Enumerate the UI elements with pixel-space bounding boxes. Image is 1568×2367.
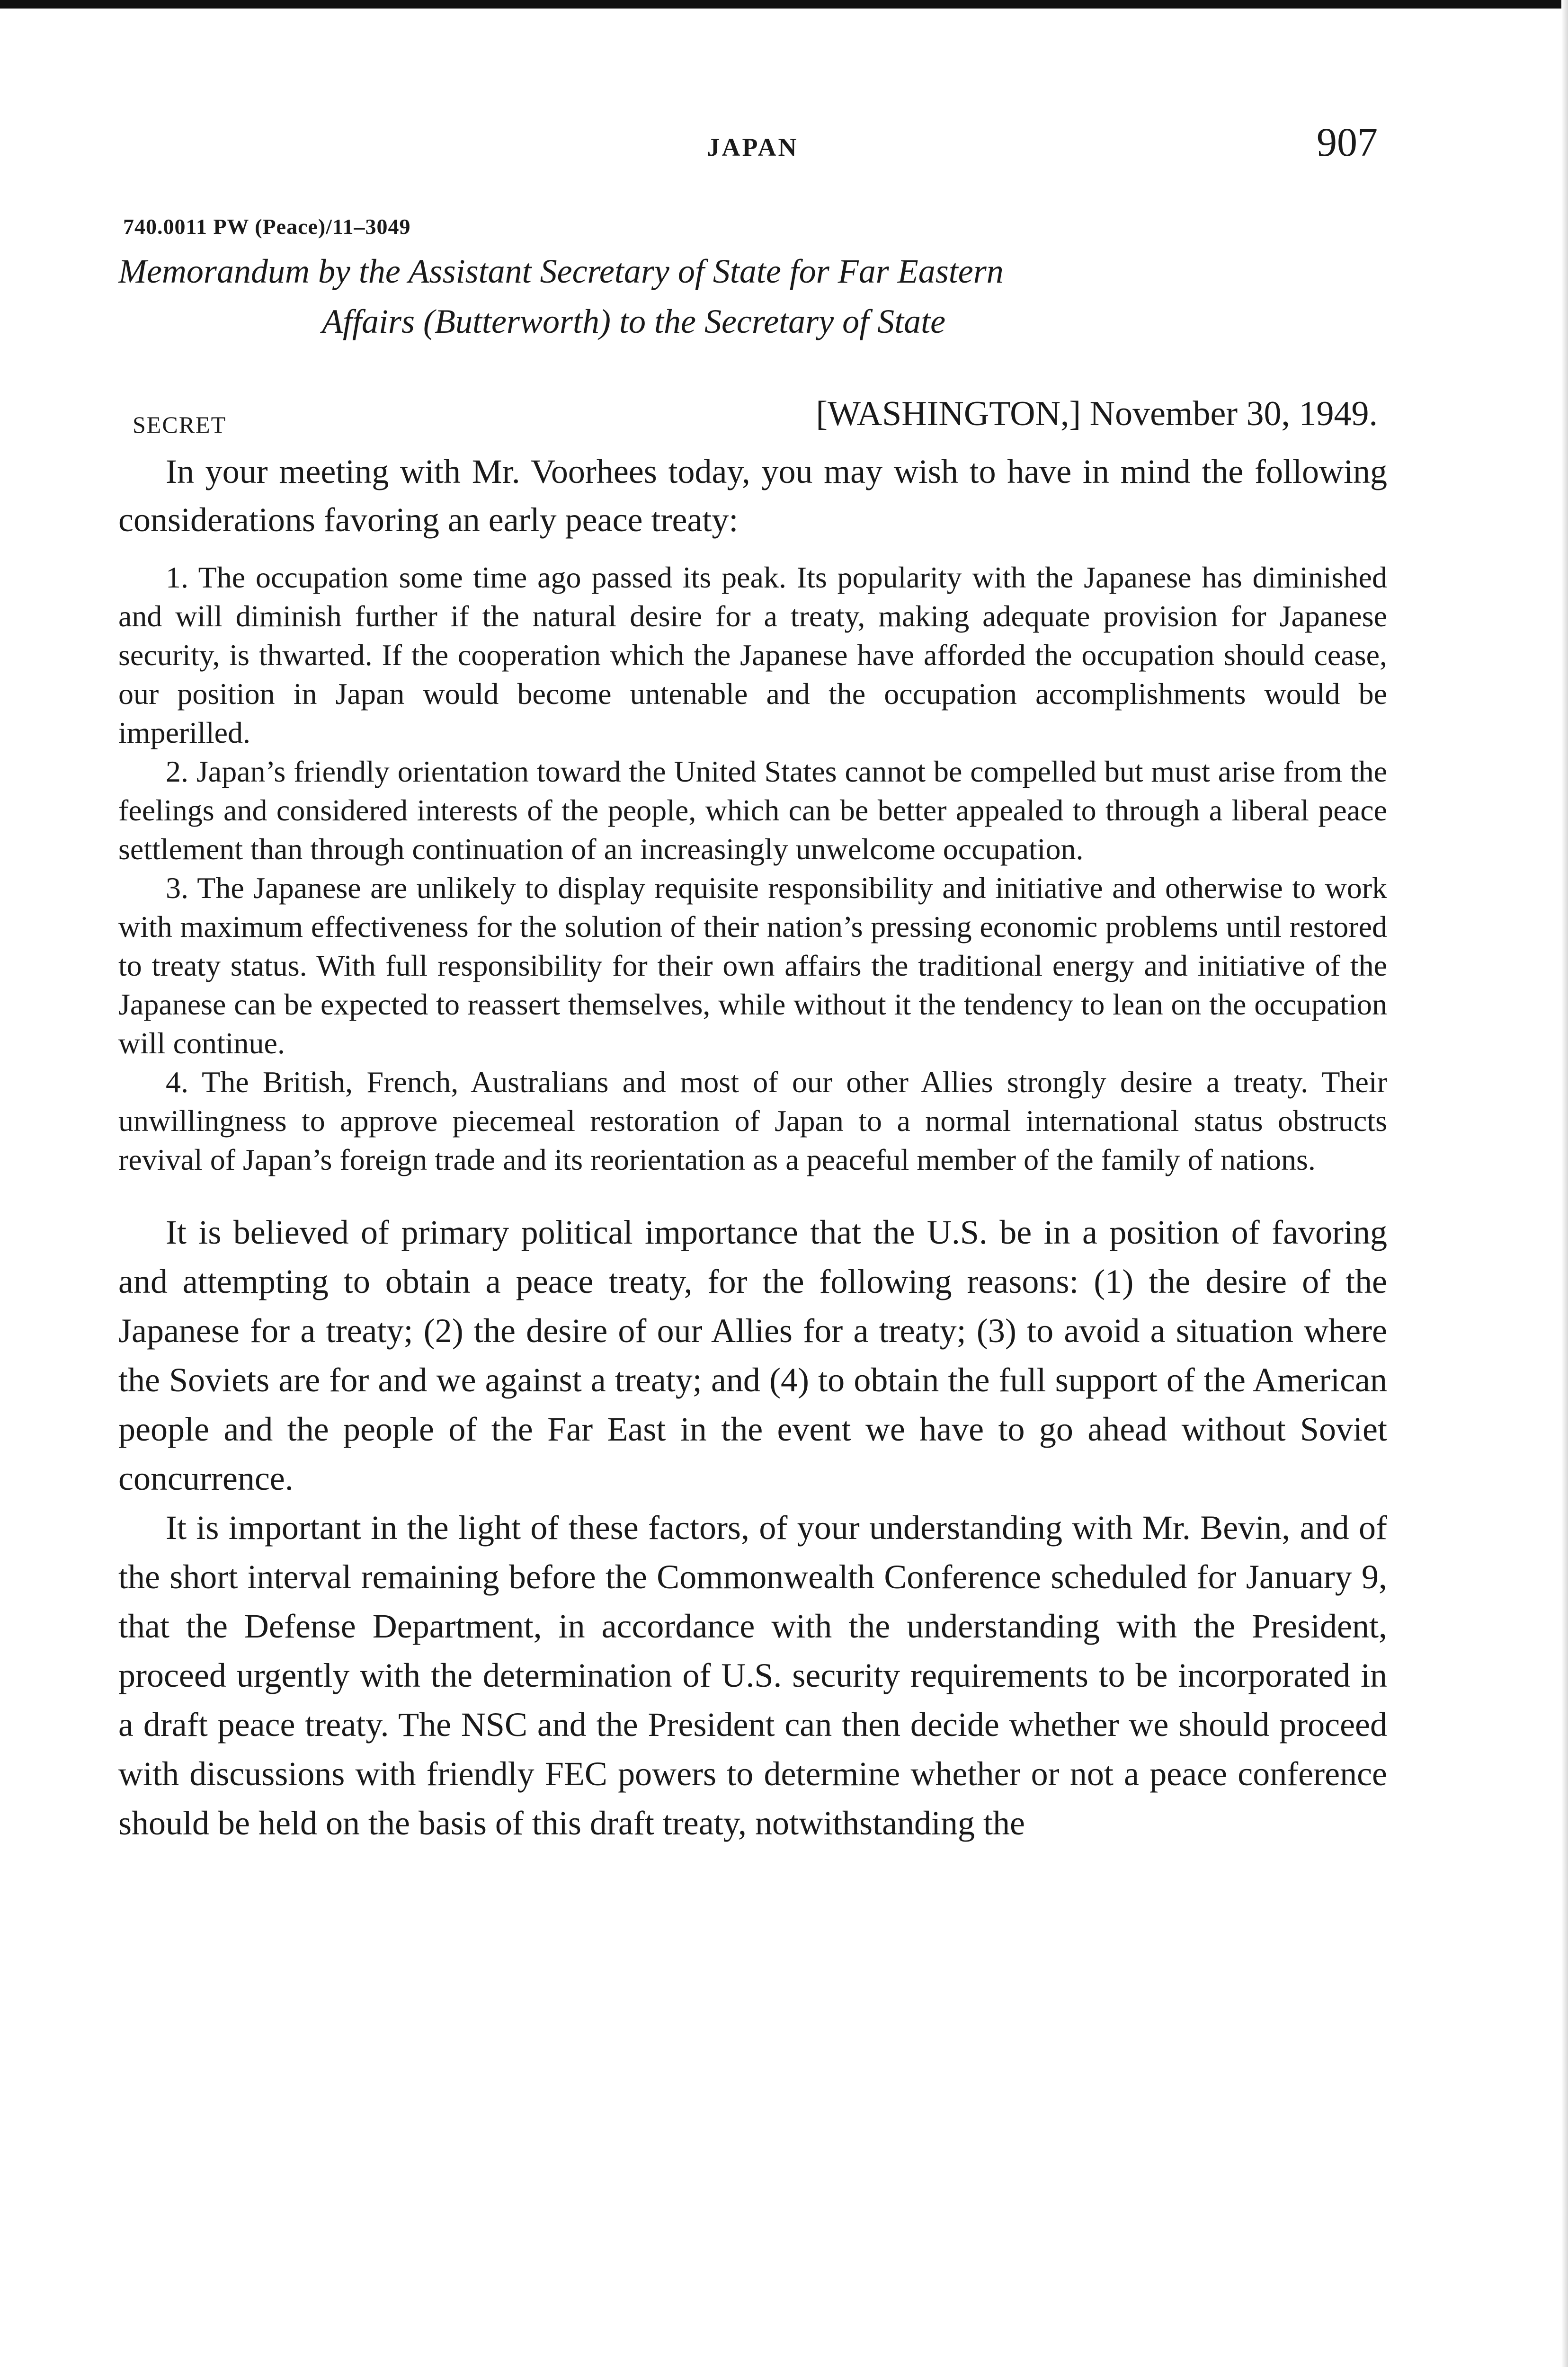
document-title-line-1: Memorandum by the Assistant Secretary of State for Far Eastern xyxy=(118,252,1004,290)
running-head xyxy=(118,118,1387,170)
consideration-1: 1. The occupation some time ago passed its peak. Its popularity with the Japanese has diminished and will diminish further if the natural desire for a treaty, making adequate provision for Japanese security, is thwarted. If the cooperation which the Japanese have afforded the occupation should cease, our position in Japan would become untenable and the occupation accomplishments would be imperilled. xyxy=(118,561,1387,749)
intro-paragraph: In your meeting with Mr. Voorhees today, you may wish to have in mind the following considerations favoring an early peace treaty: xyxy=(118,453,1387,539)
document-title-line-2: Affairs (Butterworth) to the Secretary of State xyxy=(322,303,946,340)
document-page xyxy=(118,0,1387,2367)
numbered-considerations xyxy=(118,558,1387,1179)
document-title xyxy=(118,246,1387,347)
dateline: [WASHINGTON,] November 30, 1949. xyxy=(816,394,1378,433)
page-edge-shadow xyxy=(1561,0,1568,2367)
consideration-2: 2. Japan’s friendly orientation toward the United States cannot be compelled but must arise from the feelings and considered interests of the people, which can be better appealed to through a liberal peace settlement than through continuation of an increasingly unwelcome occupation. xyxy=(118,755,1387,866)
classification-marking: SECRET xyxy=(133,411,227,438)
consideration-4: 4. The British, French, Australians and most of our other Allies strongly desire a treaty. Their unwillingness to approve piecemeal restoration of Japan to a normal international status obstructs revival of Japan’s foreign trade and its reorientation as a peaceful member of the family of nations. xyxy=(118,1065,1387,1176)
file-reference: 740.0011 PW (Peace)/11–3049 xyxy=(123,214,411,239)
recommendation-paragraph: It is important in the light of these factors, of your understanding with Mr. Bevin, and of the short interval remaining before the Commonwealth Conference scheduled for January 9, that the Defense Department, in accordance with the understanding with the President, proceed urgently with the determination of U.S. security requirements to be incorporated in a draft peace treaty. The NSC and the President can then decide whether we should proceed with discussions with friendly FEC powers to determine whether or not a peace conference should be held on the basis of this draft treaty, notwithstanding the xyxy=(118,1509,1387,1842)
consideration-3: 3. The Japanese are unlikely to display requisite responsibility and initiative and otherwise to work with maximum effectiveness for the solution of their nation’s pressing economic problems until restored to treaty status. With full responsibility for their own affairs the traditional energy and initiative of the Japanese can be expected to reassert themselves, while without it the tendency to lean on the occupation will continue. xyxy=(118,871,1387,1060)
running-head-section: JAPAN xyxy=(707,133,799,161)
page-number: 907 xyxy=(1317,119,1378,165)
political-importance-paragraph: It is believed of primary political importance that the U.S. be in a position of favoring and attempting to obtain a peace treaty, for the following reasons: (1) the desire of the Japanese for a treaty; (2) the desire of our Allies for a treaty; (3) to avoid a situation where the Soviets are for and we against a treaty; and (4) to obtain the full support of the American people and the people of the Far East in the event we have to go ahead without Soviet concurrence. xyxy=(118,1213,1387,1497)
memo-body xyxy=(118,447,1387,1848)
